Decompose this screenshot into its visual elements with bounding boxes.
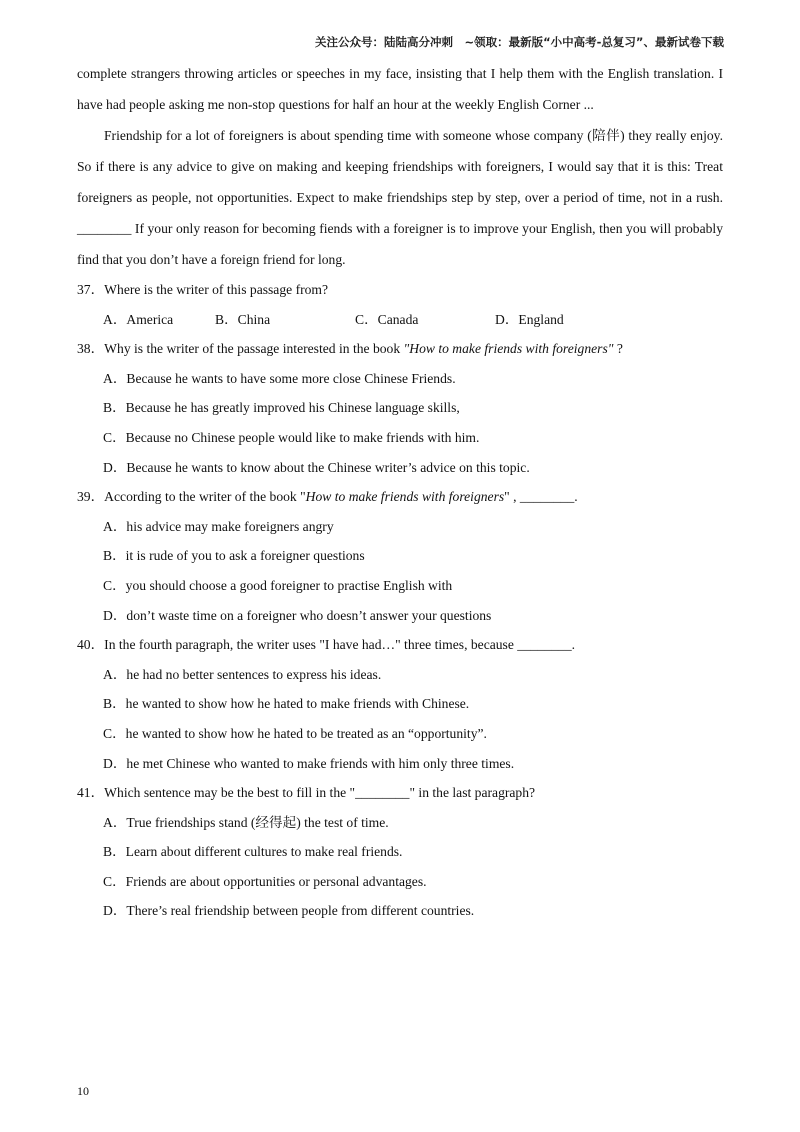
option-41-a: A．True friendships stand (经得起) the test of time. bbox=[103, 814, 389, 830]
page-number: 10 bbox=[77, 1084, 89, 1098]
question-38-stem-end: ? bbox=[613, 341, 623, 357]
option-39-b: B．it is rude of you to ask a foreigner questions bbox=[103, 548, 365, 564]
question-39-stem-end: " , ________. bbox=[504, 489, 578, 505]
option-40-d: D．he met Chinese who wanted to make friends with him only three times. bbox=[103, 755, 515, 771]
question-39-stem-text: 39．According to the writer of the book " bbox=[77, 489, 306, 505]
option-41-b: B．Learn about different cultures to make real friends. bbox=[103, 844, 403, 860]
option-38-a: A．Because he wants to have some more close Chinese Friends. bbox=[103, 370, 456, 386]
option-37-c: C．Canada bbox=[355, 311, 419, 327]
option-39-a: A．his advice may make foreigners angry bbox=[103, 518, 334, 534]
option-38-c: C．Because no Chinese people would like to make friends with him. bbox=[103, 429, 480, 445]
option-37-b: B．China bbox=[215, 311, 271, 327]
option-41-d: D．There’s real friendship between people from different countries. bbox=[103, 903, 475, 919]
option-41-c: C．Friends are about opportunities or personal advantages. bbox=[103, 873, 427, 889]
question-41-stem: 41．Which sentence may be the best to fill in the "________" in the last paragraph? bbox=[77, 785, 536, 801]
option-40-a: A．he had no better sentences to express his ideas. bbox=[103, 666, 382, 682]
option-40-c: C．he wanted to show how he hated to be treated as an “opportunity”. bbox=[103, 725, 487, 741]
option-39-d: D．don’t waste time on a foreigner who doesn’t answer your questions bbox=[103, 607, 492, 623]
option-37-a: A．America bbox=[103, 311, 174, 327]
question-39-book-title: How to make friends with foreigners bbox=[305, 489, 505, 505]
option-40-b: B．he wanted to show how he hated to make friends with Chinese. bbox=[103, 696, 470, 712]
question-40-stem: 40．In the fourth paragraph, the writer uses "I have had…" three times, because ________. bbox=[77, 637, 576, 653]
option-37-d: D．England bbox=[495, 311, 564, 327]
option-38-d: D．Because he wants to know about the Chinese writer’s advice on this topic. bbox=[103, 459, 530, 475]
question-38-book-title: "How to make friends with foreigners" bbox=[403, 341, 614, 357]
question-38-stem-text: 38．Why is the writer of the passage interested in the book bbox=[77, 341, 404, 357]
paragraph-continued: complete strangers throwing articles or speeches in my face, insisting that I help them with the English translation. I have had people asking me non-stop questions for half an hour at the weekly English Corner ... bbox=[77, 66, 723, 112]
option-39-c: C．you should choose a good foreigner to practise English with bbox=[103, 577, 453, 593]
question-37-stem: 37．Where is the writer of this passage from? bbox=[77, 282, 329, 297]
document-body bbox=[77, 58, 723, 926]
question-38-stem bbox=[77, 334, 723, 364]
question-37-options bbox=[77, 305, 723, 335]
option-38-b: B．Because he has greatly improved his Chinese language skills, bbox=[103, 400, 460, 416]
question-39-stem bbox=[77, 482, 723, 512]
page-header: 关注公众号：陆陆高分冲刺 ~领取：最新版“小中高考-总复习”、最新试卷下载 bbox=[314, 35, 724, 49]
paragraph-friendship: Friendship for a lot of foreigners is about spending time with someone whose company (陪伴) they really enjoy. So if there is any advice to give on making and keeping friendships with foreigners, I would say that it is this: Treat foreigners as people, not opportunities. Expect to make friendships step by step, over a period of time, not in a rush. ________ If your only reason for becoming fiends with a foreigner is to improve your English, then you will probably find that you don’t have a foreign friend for long. bbox=[77, 128, 723, 267]
